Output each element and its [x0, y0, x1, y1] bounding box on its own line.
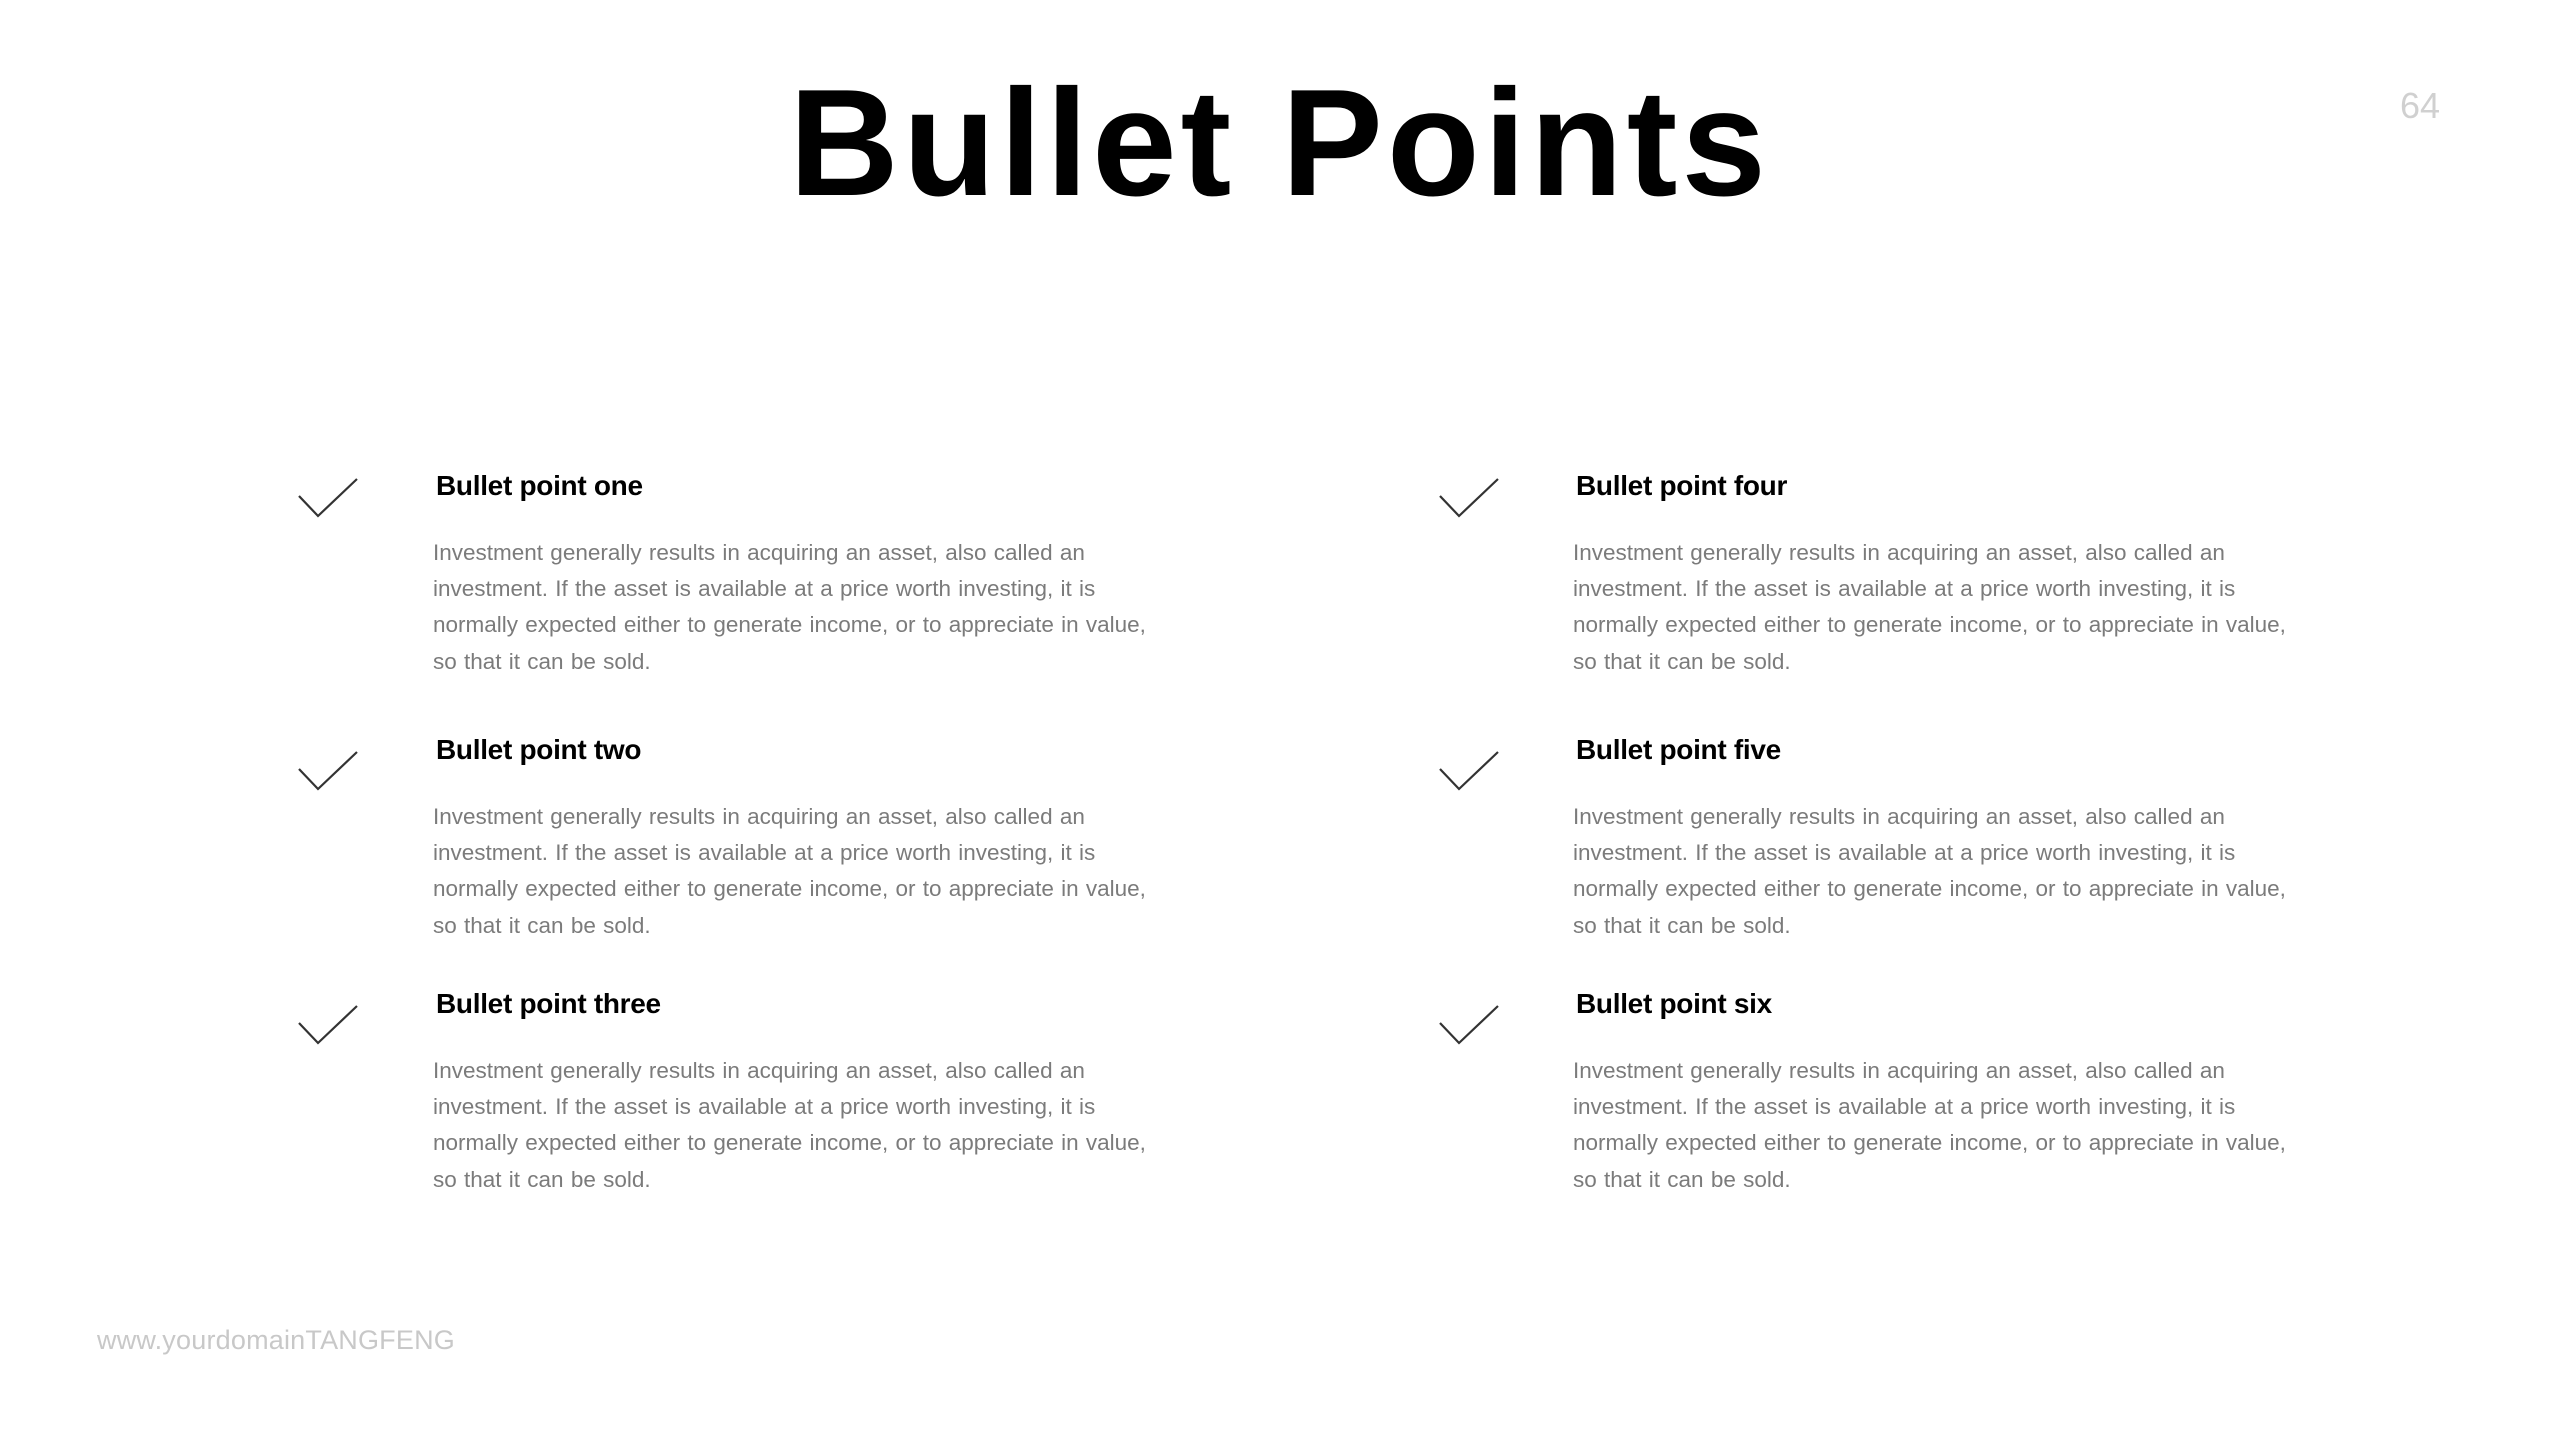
check-icon: [1438, 476, 1500, 520]
bullet-heading: Bullet point six: [1576, 988, 1772, 1019]
bullet-item-two: [297, 734, 1197, 979]
footer-domain: www.yourdomainTANGFENG: [97, 1325, 455, 1355]
bullet-item-one: [297, 470, 1197, 706]
slide-title: Bullet Points: [789, 58, 1770, 228]
bullet-body: Investment generally results in acquiring an asset, also called an investment. If the asset is available at a price worth investing, it is normally expected either to generate income, or to appreciate in value, so that it can be sold.: [433, 540, 1146, 674]
bullet-body: Investment generally results in acquiring an asset, also called an investment. If the asset is available at a price worth investing, it is normally expected either to generate income, or to appreciate in value, so that it can be sold.: [1573, 1058, 2286, 1192]
page-number: 64: [2399, 85, 2441, 126]
check-icon: [297, 1003, 359, 1047]
bullet-heading: Bullet point three: [436, 988, 661, 1019]
bullet-heading: Bullet point four: [1576, 470, 1788, 501]
bullet-heading: Bullet point five: [1576, 734, 1781, 765]
bullet-item-four: [1438, 470, 2338, 706]
check-icon: [297, 476, 359, 520]
bullet-item-six: [1438, 988, 2338, 1233]
check-icon: [1438, 1003, 1500, 1047]
bullet-body: Investment generally results in acquiring an asset, also called an investment. If the asset is available at a price worth investing, it is normally expected either to generate income, or to appreciate in value, so that it can be sold.: [433, 1058, 1146, 1192]
bullet-item-five: [1438, 734, 2338, 979]
bullet-heading: Bullet point one: [436, 470, 643, 501]
bullet-item-three: [297, 988, 1197, 1233]
bullet-body: Investment generally results in acquiring an asset, also called an investment. If the asset is available at a price worth investing, it is normally expected either to generate income, or to appreciate in value, so that it can be sold.: [1573, 540, 2286, 674]
bullet-body: Investment generally results in acquiring an asset, also called an investment. If the asset is available at a price worth investing, it is normally expected either to generate income, or to appreciate in value, so that it can be sold.: [1573, 804, 2286, 938]
bullet-heading: Bullet point two: [436, 734, 642, 765]
check-icon: [297, 749, 359, 793]
bullet-body: Investment generally results in acquiring an asset, also called an investment. If the asset is available at a price worth investing, it is normally expected either to generate income, or to appreciate in value, so that it can be sold.: [433, 804, 1146, 938]
check-icon: [1438, 749, 1500, 793]
